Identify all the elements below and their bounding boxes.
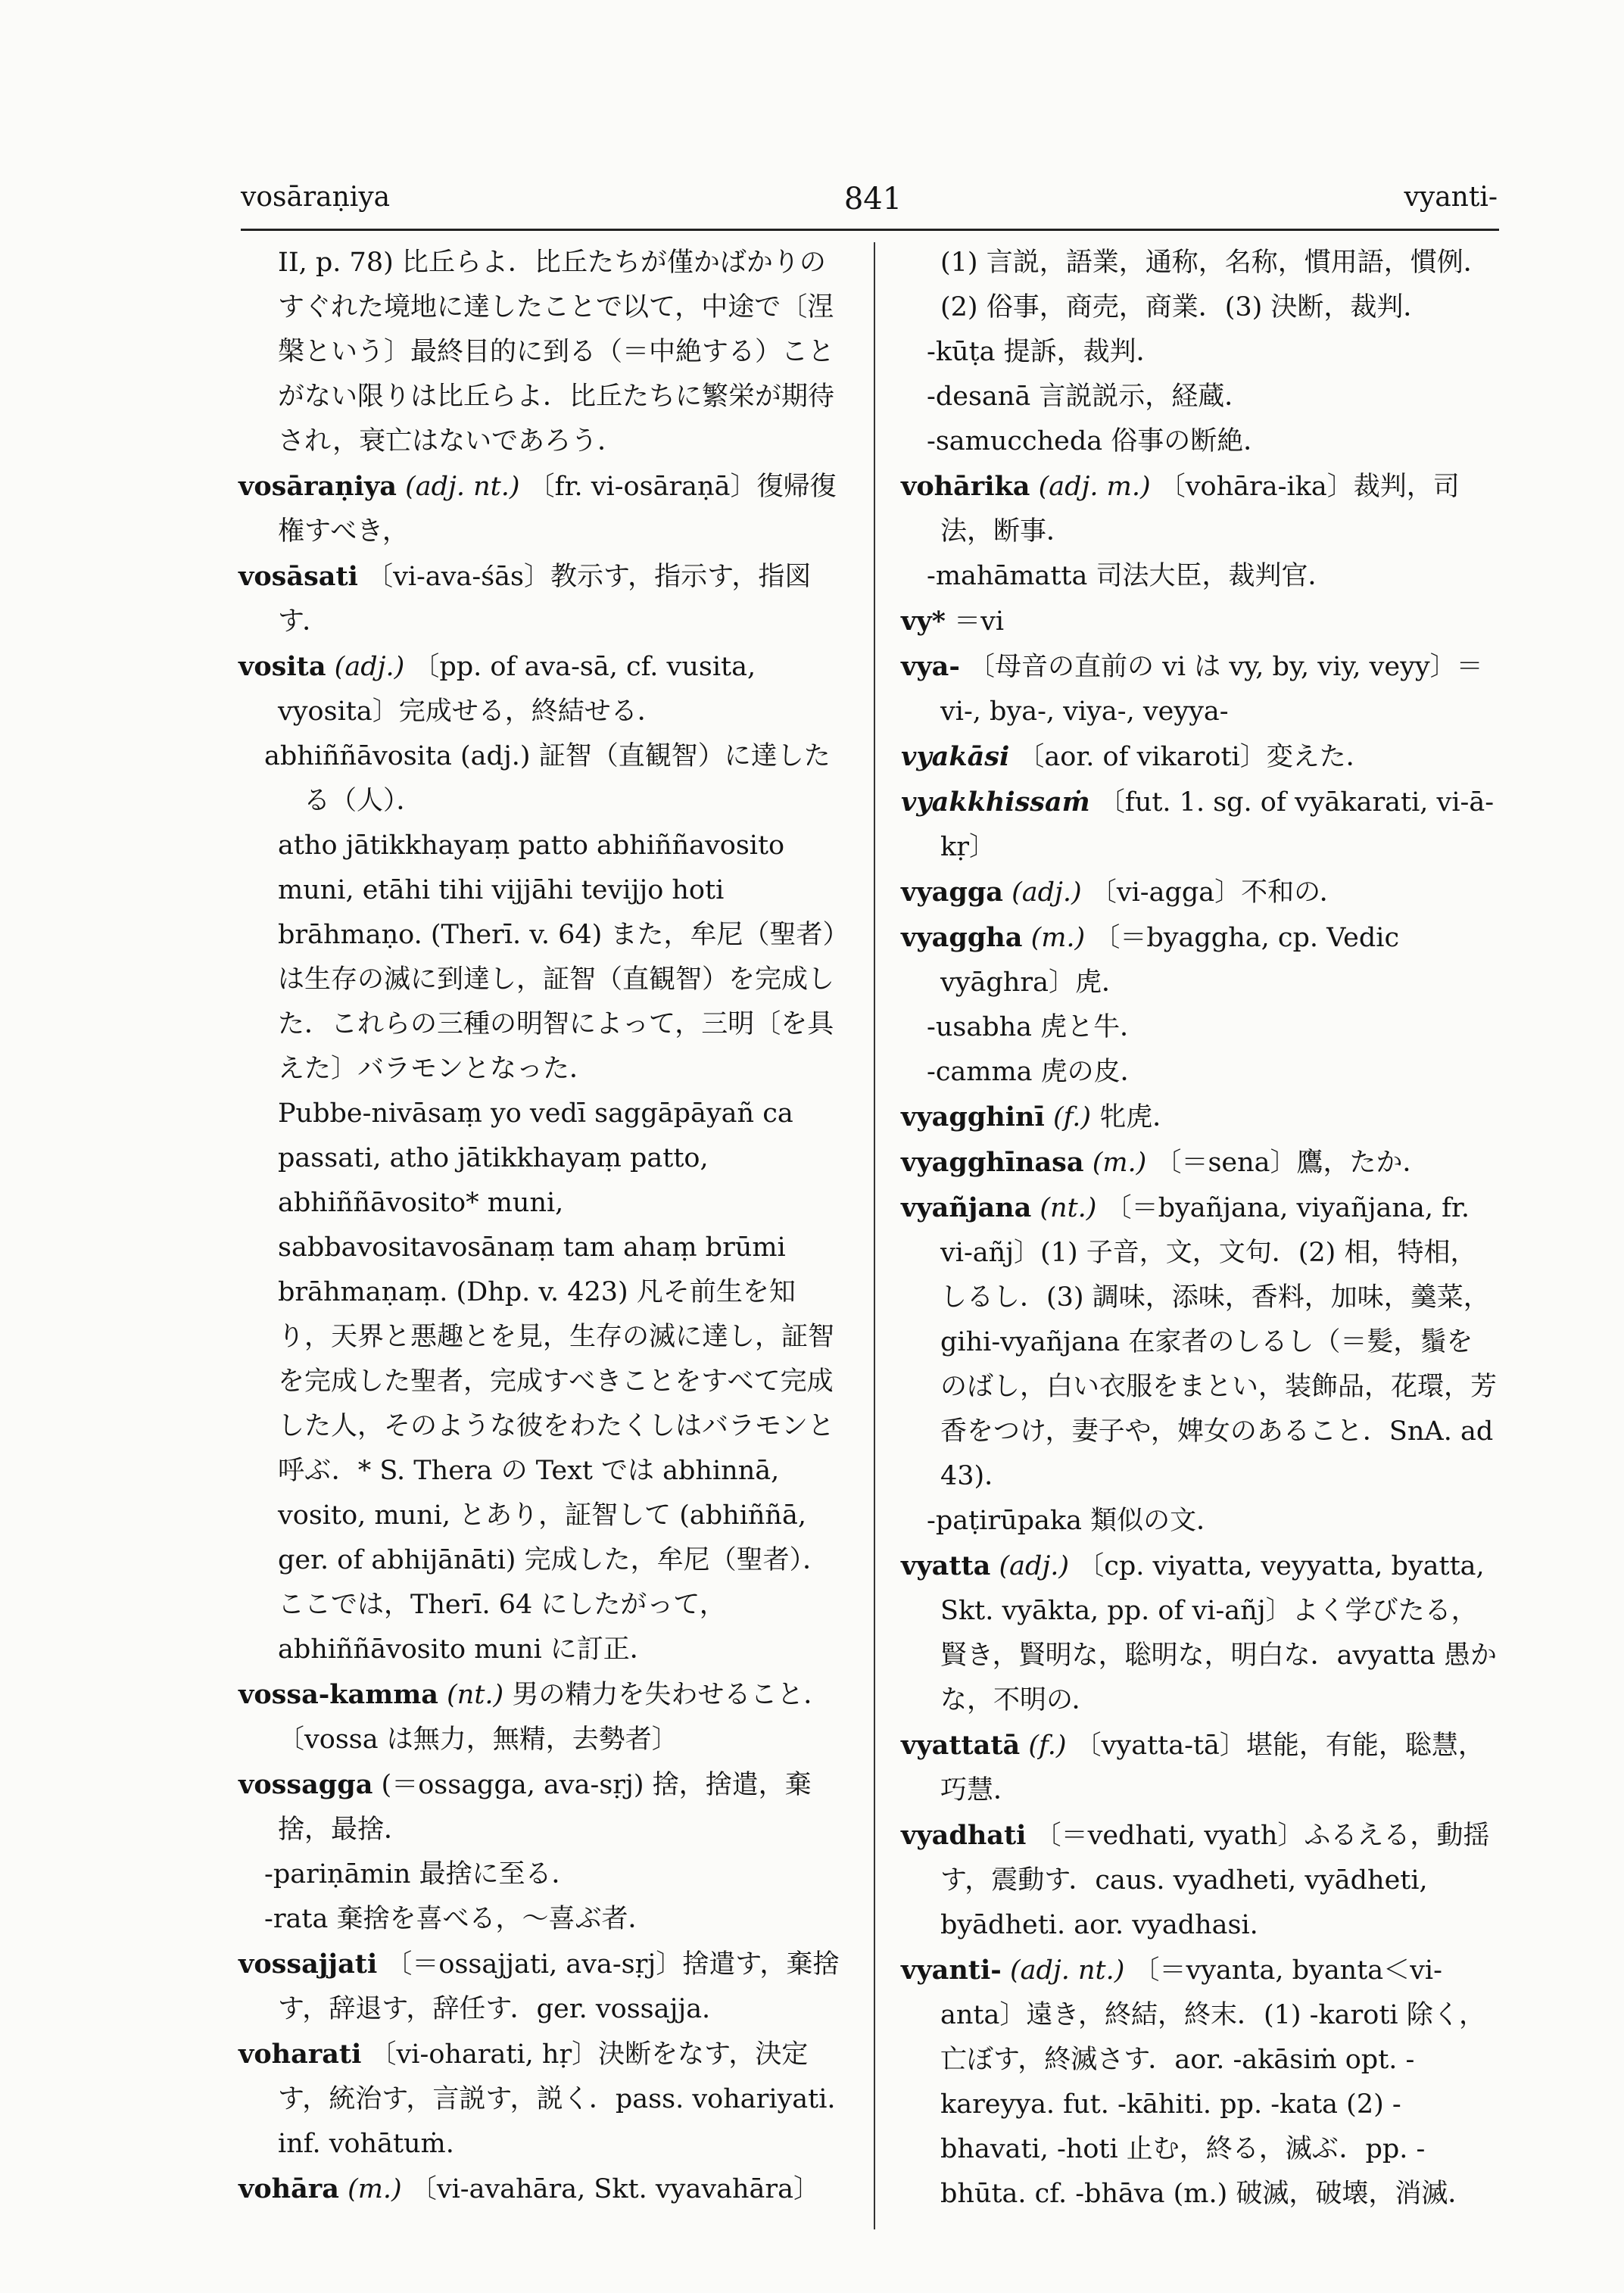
definition-text: 男の精力を失わせること．〔vossa は無力，無精，去勢者〕	[278, 1680, 831, 1755]
dictionary-entry	[901, 464, 1499, 554]
headword: vohārika	[901, 471, 1030, 502]
definition-text: 〔＝byañjana, viyañjana, fr. vi-añj〕(1) 子音，文，文句．(2) 相，特相，しるし．(3) 調味，添味，香料，加味，羹菜，gihi-vyañjana 在家者のしるし（＝髪，鬚をのばし，白い衣服をまとい，装飾品，花環，芳香をつけ，妻子や，婢女のあること．SnA. ad 43)．	[940, 1193, 1498, 1491]
headword: vyagghīnasa	[901, 1147, 1084, 1178]
definition-text: 〔pp. of ava-sā, cf. vusita, vyosita〕完成せる，終結せる．	[278, 652, 756, 727]
sub-entry: -desanā 言説説示，経蔵．	[927, 382, 1252, 412]
headword: vossagga	[238, 1769, 373, 1800]
sub-entry: -mahāmatta 司法大臣，裁判官．	[927, 561, 1335, 591]
headword: vyagghinī	[901, 1101, 1045, 1132]
continuation-text: II, p. 78) 比丘らよ．比丘たちが僅かばかりのすぐれた境地に達したことで以て，中途で〔涅槃という〕最終目的に到る（＝中絶する）ことがない限りは比丘らよ．比丘たちに繁栄が期待され，衰亡はないであろう．	[278, 248, 835, 456]
headword: vyakkhissaṁ	[901, 787, 1090, 818]
definition-text: 〔＝ossajjati, ava-sṛj〕捨遣す，棄捨す，辞退す，辞任す．ger. vossajja.	[278, 1949, 840, 2024]
dictionary-entry	[901, 780, 1499, 870]
dictionary-entry	[901, 1544, 1499, 1723]
definition-text: (＝ossagga, ava-sṛj) 捨，捨遣，棄捨，最捨．	[278, 1770, 812, 1845]
headword: vossajjati	[238, 1949, 378, 1980]
sub-entry: -pariṇāmin 最捨に至る．	[264, 1859, 578, 1890]
definition-text: 〔cp. viyatta, veyyatta, byatta, Skt. vyākta, pp. of vi-añj〕よく学びたる，賢き，賢明な，聡明な，明白な．avyatta 愚かな，不明の．	[940, 1551, 1498, 1715]
dictionary-entry	[238, 1942, 844, 2032]
grammar-tag: (adj. nt.)	[1009, 1955, 1125, 1986]
definition-text: 〔＝byaggha, cp. Vedic vyāghra〕虎．	[940, 923, 1400, 998]
continuation-text: Pubbe-nivāsaṃ yo vedī saggāpāyañ ca passati, atho jātikkhayaṃ patto, abhiññāvosito* muni, sabbavositavosānaṃ tam ahaṃ brūmi brāhmaṇaṃ. (Dhp. v. 423) 凡そ前生を知り，天界と悪趣とを見，生存の滅に達し，証智を完成した聖者，完成すべきことをすべて完成した人，そのような彼をわたくしはバラモンと呼ぶ．* S. Thera の Text では abhinnā, vosito, muni, とあり，証智して (abhiññā, ger. of abhijānāti) 完成した，牟尼（聖者）．ここでは，Therī. 64 にしたがって，abhiññāvosito muni に訂正．	[278, 1098, 835, 1665]
dictionary-entry	[238, 554, 844, 644]
dictionary-entry	[901, 1185, 1499, 1499]
dictionary-entry	[901, 915, 1499, 1005]
dictionary-entry	[901, 1813, 1499, 1948]
headword: vohāra	[238, 2173, 339, 2204]
definition-text: 〔＝vyanta, byanta＜vi-anta〕遠き，終結，終末．(1) -karoti 除く，亡ぼす，終滅さす．aor. -akāsiṁ opt. -kareyya. fut. -kāhiti. pp. -kata (2) -bhavati, -hoti 止む，終る，滅ぶ．pp. -bhūta. cf. -bhāva (m.) 破滅，破壊，消滅．	[940, 1955, 1486, 2209]
grammar-tag: (nt.)	[447, 1680, 504, 1710]
grammar-tag: (m.)	[1092, 1148, 1147, 1178]
definition-text: 〔＝sena〕鷹，たか．	[1155, 1148, 1429, 1178]
dictionary-entry	[238, 464, 844, 554]
right-guide-word: vyanti-	[1404, 182, 1498, 213]
dictionary-entry	[901, 870, 1499, 915]
dictionary-entry	[901, 1140, 1499, 1185]
definition-text: 〔vi-agga〕不和の．	[1089, 877, 1346, 908]
definition-text: 〔vyatta-tā〕堪能，有能，聡慧，巧慧．	[940, 1731, 1485, 1805]
sub-entry: -paṭirūpaka 類似の文．	[927, 1506, 1223, 1536]
headword: vya-	[901, 651, 960, 682]
headword: voharati	[238, 2039, 362, 2070]
definition-text: 〔vi-oharati, hṛ〕決断をなす，決定す，統治す，言説す，説く．pass. vohariyati. inf. vohātuṁ.	[278, 2039, 836, 2159]
definition-text: 〔aor. of vikaroti〕変えた．	[1018, 742, 1373, 772]
column-divider	[874, 242, 875, 2229]
grammar-tag: (nt.)	[1040, 1193, 1097, 1223]
dictionary-entry	[901, 1723, 1499, 1813]
dictionary-entry	[238, 2032, 844, 2167]
definition-text: 〔fr. vi-osāraṇā〕復帰復権すべき，	[278, 472, 837, 547]
dictionary-entry	[238, 2167, 844, 2212]
left-column	[238, 241, 844, 2212]
grammar-tag: (adj. m.)	[1038, 472, 1151, 502]
continuation-text: atho jātikkhayaṃ patto abhiññavosito muni, etāhi tihi vijjāhi tevijjo hoti brāhmaṇo. (Therī. v. 64) また，牟尼（聖者）は生存の滅に到達し，証智（直観智）を完成した．これらの三種の明智によって，三明〔を具えた〕バラモンとなった．	[278, 830, 836, 1084]
dictionary-entry	[238, 1762, 844, 1852]
headword: vossa-kamma	[238, 1679, 438, 1710]
definition-text: 〔fut. 1. sg. of vyākarati, vi-ā-kṛ〕	[940, 787, 1495, 862]
dictionary-entry	[901, 599, 1499, 644]
sub-entry: -samuccheda 俗事の断絶．	[927, 426, 1270, 456]
dictionary-entry	[901, 1095, 1499, 1140]
headword: vyattatā	[901, 1730, 1021, 1761]
headword: vy*	[901, 606, 946, 637]
headword: vyañjana	[901, 1192, 1032, 1223]
grammar-tag: (adj.)	[999, 1551, 1070, 1581]
headword: vosita	[238, 651, 326, 682]
sub-entry: -rata 棄捨を喜べる，～喜ぶ者．	[264, 1904, 655, 1934]
grammar-tag: (f.)	[1052, 1102, 1092, 1132]
dictionary-entry	[238, 644, 844, 734]
grammar-tag: (adj.)	[1011, 877, 1082, 908]
grammar-tag: (m.)	[1030, 923, 1086, 953]
headword: vyakāsi	[901, 741, 1010, 772]
grammar-tag: (adj.)	[334, 652, 405, 682]
definition-text: 〔vi-avahāra, Skt. vyavahāra〕	[410, 2174, 820, 2204]
headword: vyatta	[901, 1550, 991, 1581]
continuation-text: (1) 言説，語業，通称，名称，慣用語，慣例．(2) 俗事，商売，商業．(3) 決断，裁判．	[940, 248, 1490, 322]
headword: vyaggha	[901, 922, 1023, 953]
headword: vosāsati	[238, 561, 358, 592]
sub-entry: -kūṭa 提訴，裁判．	[927, 337, 1163, 367]
definition-text: 牝虎．	[1099, 1102, 1180, 1132]
grammar-tag: (m.)	[348, 2174, 402, 2204]
dictionary-entry	[901, 1948, 1499, 2217]
left-guide-word: vosāraṇiya	[241, 182, 391, 213]
definition-text: 〔vohāra-ika〕裁判，司法，断事．	[940, 472, 1460, 547]
sub-entry: -usabha 虎と牛．	[927, 1012, 1147, 1042]
definition-text: 〔＝vedhati, vyath〕ふるえる，動揺す，震動す．caus. vyadheti, vyādheti, byādheti. aor. vyadhasi.	[940, 1821, 1490, 1940]
dictionary-entry	[238, 1672, 844, 1762]
dictionary-entry	[901, 734, 1499, 780]
definition-text: ＝vi	[954, 606, 1005, 637]
headword: vyagga	[901, 877, 1003, 908]
headword: vyadhati	[901, 1820, 1027, 1851]
sub-entry: -camma 虎の皮．	[927, 1057, 1147, 1087]
dictionary-entry	[901, 644, 1499, 734]
page-number: 841	[843, 182, 902, 217]
grammar-tag: (f.)	[1028, 1731, 1067, 1761]
headword: vosāraṇiya	[238, 471, 397, 502]
right-column	[901, 241, 1499, 2217]
definition-text: 〔母音の直前の vi は vy, by, viy, veyy〕＝vi-, bya-, viya-, veyya-	[940, 652, 1483, 727]
definition-text: 〔vi-ava-śās〕教示す，指示す，指図す．	[278, 562, 812, 637]
header-rule	[241, 229, 1499, 231]
grammar-tag: (adj. nt.)	[405, 472, 520, 502]
headword: vyanti-	[901, 1955, 1002, 1986]
running-header	[241, 182, 1498, 227]
sub-entry: abhiññāvosita (adj.) 証智（直観智）に達したる（人）．	[264, 741, 831, 816]
